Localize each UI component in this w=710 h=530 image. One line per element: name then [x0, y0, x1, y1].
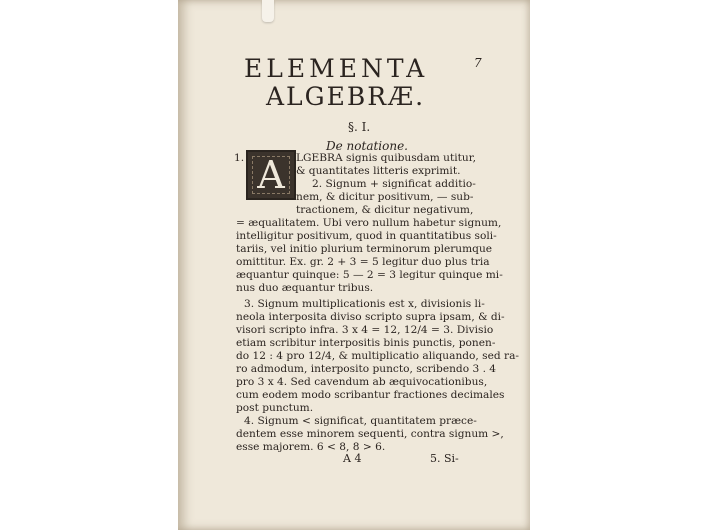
- text-line: LGEBRA signis quibusdam utitur,: [296, 152, 476, 164]
- text-line: æquantur quinque: 5 — 2 = 3 legitur quinque mi-: [236, 269, 503, 281]
- text-line: do 12 : 4 pro 12/4, & multiplicatio aliquando, sed ra-: [236, 350, 519, 362]
- text-line: 4. Signum < significat, quantitatem præce-: [244, 415, 477, 427]
- text-line: visori scripto infra. 3 x 4 = 12, 12/4 = 3. Divisio: [236, 324, 494, 336]
- text-line: nem, & dicitur positivum, — sub-: [296, 191, 474, 203]
- text-line: post punctum.: [236, 402, 314, 414]
- text-line: = æqualitatem. Ubi vero nullum habetur signum,: [236, 217, 502, 229]
- section-subtitle: De notatione.: [326, 139, 408, 153]
- text-line: etiam scribitur interpositis binis punctis, ponen-: [236, 337, 496, 349]
- section-heading: §. I.: [348, 120, 371, 134]
- text-line: & quantitates litteris exprimit.: [296, 165, 461, 177]
- text-line: omittitur. Ex. gr. 2 + 3 = 5 legitur duo plus tria: [236, 256, 490, 268]
- text-line: dentem esse minorem sequenti, contra signum >,: [236, 428, 504, 440]
- text-line: tariis, vel initio plurium terminorum plerumque: [236, 243, 493, 255]
- text-line: intelligitur positivum, quod in quantitatibus soli-: [236, 230, 497, 242]
- text-line: pro 3 x 4. Sed cavendum ab æquivocationibus,: [236, 376, 488, 388]
- page-tab-marker: [262, 0, 274, 22]
- text-line: ro admodum, interposito puncto, scribendo 3 . 4: [236, 363, 497, 375]
- text-line: tractionem, & dicitur negativum,: [296, 204, 474, 216]
- text-line: neola interposita diviso scripto supra ipsam, & di-: [236, 311, 505, 323]
- paragraph-number: 1.: [234, 152, 245, 164]
- catchword: 5. Si-: [430, 452, 459, 465]
- initial-letter: A: [257, 153, 285, 197]
- text-line: 2. Signum + significat additio-: [312, 178, 476, 190]
- signature-mark: A 4: [343, 452, 362, 465]
- text-line: cum eodem modo scribantur fractiones decimales: [236, 389, 505, 401]
- title-line-2: ALGEBRÆ.: [266, 82, 426, 111]
- text-line: nus duo æquantur tribus.: [236, 282, 374, 294]
- text-line: 3. Signum multiplicationis est x, divisionis li-: [244, 298, 485, 310]
- decorated-initial: [246, 150, 296, 200]
- text-line: esse majorem. 6 < 8, 8 > 6.: [236, 441, 386, 453]
- page-number: 7: [474, 56, 482, 70]
- title-line-1: ELEMENTA: [244, 54, 429, 83]
